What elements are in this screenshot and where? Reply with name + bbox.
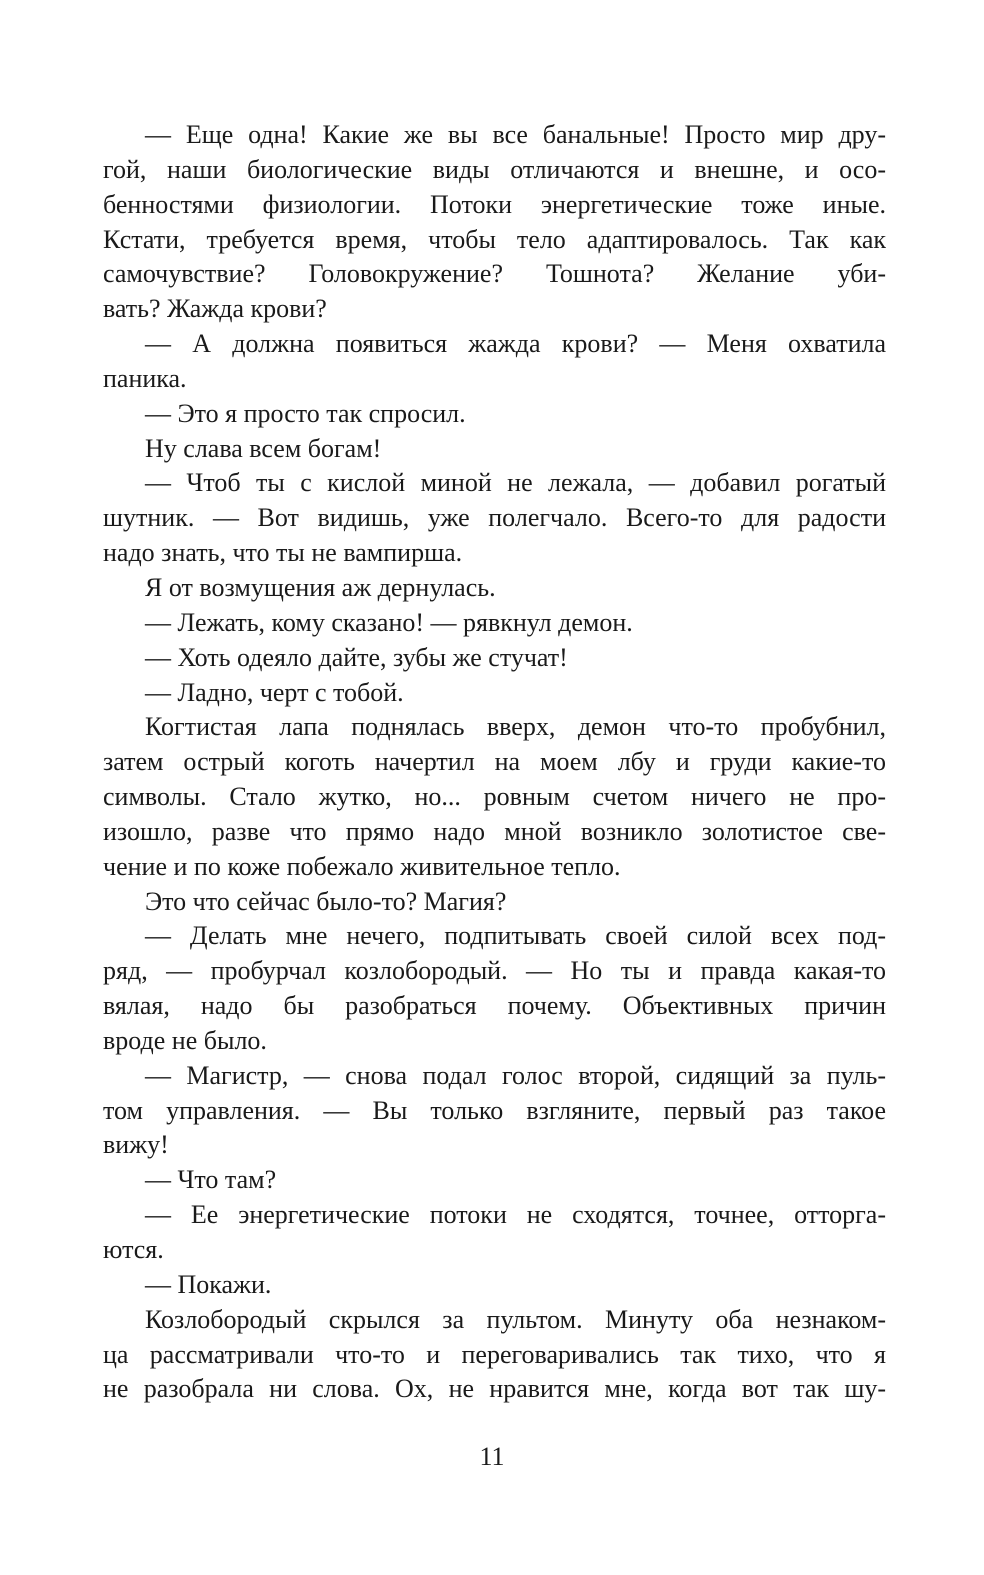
text-line: Это что сейчас было-то? Магия? [145,886,507,916]
text-line: — Это я просто так спросил. [145,398,466,428]
text-line: символы. Стало жутко, но... ровным счетом ничего не про- [103,782,886,812]
text-line: Ну слава всем богам! [145,433,382,463]
text-line: Я от возмущения аж дернулась. [145,572,496,602]
text-line: паника. [103,363,187,393]
text-line: вялая, надо бы разобраться почему. Объективных причин [103,991,886,1021]
text-line: Кстати, требуется время, чтобы тело адаптировалось. Так как [103,224,886,254]
text-line: — Ладно, черт с тобой. [145,677,404,707]
text-line: гой, наши биологические виды отличаются и внешне, и осо- [103,154,886,184]
text-line: затем острый коготь начертил на моем лбу и груди какие-то [103,747,886,777]
text-line: шутник. — Вот видишь, уже полегчало. Всего-то для радости [103,503,886,533]
text-line: — Еще одна! Какие же вы все банальные! Просто мир дру- [145,120,886,149]
text-line: том управления. — Вы только взгляните, первый раз такое [103,1095,886,1125]
text-line: изошло, разве что прямо надо мной возникло золотистое све- [103,816,886,846]
text-line: вать? Жажда крови? [103,294,327,324]
text-line: — Ее энергетические потоки не сходятся, точнее, отторга- [145,1200,886,1230]
page-body [103,118,886,1407]
text-line: надо знать, что ты не вампирша. [103,538,463,568]
text-line: — Магистр, — снова подал голос второй, сидящий за пуль- [145,1060,886,1090]
page-number: 11 [479,1442,505,1471]
text-line: чение и по коже побежало живительное тепло. [103,851,621,881]
text-line: бенностями физиологии. Потоки энергетические тоже иные. [103,189,886,219]
text-line: — Чтоб ты с кислой миной не лежала, — добавил рогатый [145,468,886,498]
text-line: ются. [103,1235,164,1264]
text-line: ряд, — пробурчал козлобородый. — Но ты и правда какая-то [103,956,886,986]
text-line: — А должна появиться жажда крови? — Меня охватила [145,329,886,359]
text-line: Козлобородый скрылся за пультом. Минуту оба незнаком- [145,1304,886,1334]
text-line: — Лежать, кому сказано! — рявкнул демон. [145,607,633,637]
text-line: вроде не было. [103,1025,267,1055]
text-line: — Хоть одеяло дайте, зубы же стучат! [145,642,568,672]
text-line: Когтистая лапа поднялась вверх, демон что-то пробубнил, [145,712,886,742]
text-line: вижу! [103,1130,169,1160]
text-line: ца рассматривали что-то и переговаривались так тихо, что я [103,1339,886,1369]
text-line: — Покажи. [145,1269,272,1299]
text-line: — Что там? [145,1165,277,1195]
text-line: самочувствие? Головокружение? Тошнота? Желание уби- [103,259,886,289]
text-line: — Делать мне нечего, подпитывать своей силой всех под- [145,921,886,951]
text-line: не разобрала ни слова. Ох, не нравится мне, когда вот так шу- [103,1374,886,1404]
